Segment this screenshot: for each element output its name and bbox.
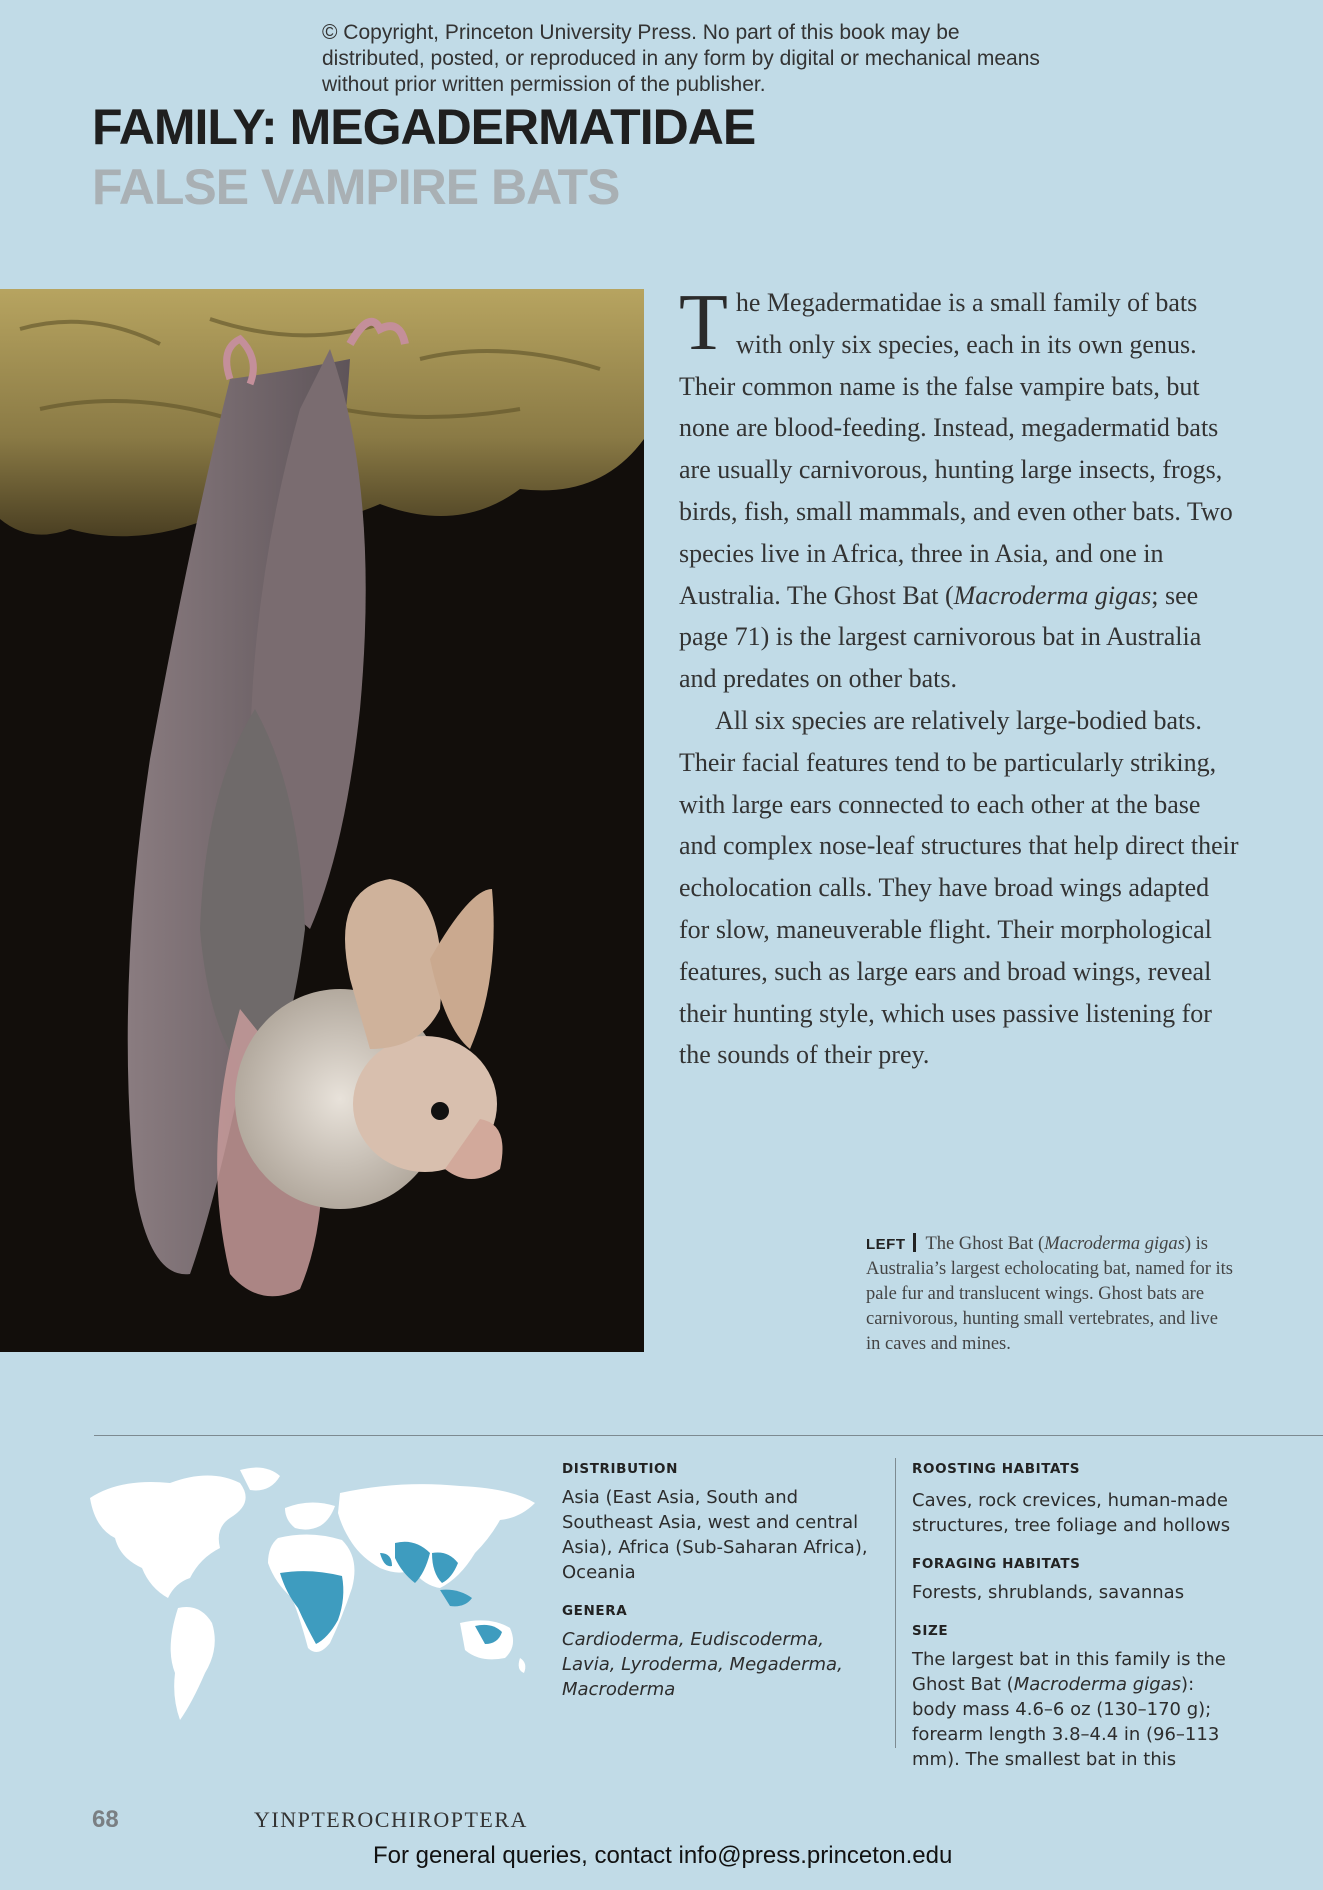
section-divider xyxy=(94,1435,1323,1436)
running-head: YINPTEROCHIROPTERA xyxy=(254,1807,528,1832)
family-title: FAMILY: MEGADERMATIDAE xyxy=(92,99,756,155)
size-species: Macroderma gigas xyxy=(1013,1674,1182,1695)
intro-species-name: Macroderma gigas xyxy=(953,580,1152,610)
intro-text xyxy=(679,279,1239,1076)
distribution-label: DISTRIBUTION xyxy=(562,1461,679,1477)
caption-text-start: The Ghost Bat ( xyxy=(925,1234,1045,1254)
intro-p1-start: he Megadermatidae is a small family of bats with only six species, each in its own genus. Their common name is the false vampire bats, but none are blood-feeding. Instead, megadermatid bats are usually carnivorous, hunting large insects, frogs, birds, fish, small mammals, and even other bats. Two species live in Africa, three in Asia, and one in Australia. The Ghost Bat ( xyxy=(679,288,1233,610)
footer-contact: For general queries, contact info@press.princeton.edu xyxy=(373,1842,953,1869)
copyright-notice: © Copyright, Princeton University Press. No part of this book may be distributed, posted, or reproduced in any form by digital or mechanical means without prior written permission of the publisher. xyxy=(322,21,1040,96)
roosting-value: Caves, rock crevices, human-made structures, tree foliage and hollows xyxy=(912,1490,1231,1536)
caption-label: LEFT xyxy=(866,1236,906,1253)
intro-paragraph-1 xyxy=(679,279,1239,700)
size-value xyxy=(912,1647,1242,1772)
roosting-label: ROOSTING HABITATS xyxy=(912,1461,1081,1477)
world-distribution-map xyxy=(80,1458,550,1728)
family-subtitle: FALSE VAMPIRE BATS xyxy=(92,159,620,215)
drop-cap: T xyxy=(679,279,728,367)
distribution-value: Asia (East Asia, South and Southeast Asia, west and central Asia), Africa (Sub-Saharan Africa), Oceania xyxy=(562,1487,868,1583)
caption-divider xyxy=(913,1233,916,1252)
facts-column-right xyxy=(912,1457,1242,1772)
column-divider xyxy=(895,1458,896,1748)
bat-photo xyxy=(0,289,644,1352)
caption-text-end: ) is Australia’s largest echolocating bat, named for its pale fur and translucent wings. Ghost bats are carnivorous, hunting small vertebrates, and live in caves and mines. xyxy=(866,1234,1233,1354)
size-label: SIZE xyxy=(912,1623,949,1639)
foraging-value: Forests, shrublands, savannas xyxy=(912,1582,1185,1603)
genera-value: Cardioderma, Eudiscoderma, Lavia, Lyroderma, Megaderma, Macroderma xyxy=(562,1629,843,1700)
size-text-end: ): body mass 4.6–6 oz (130–170 g); forearm length 3.8–4.4 in (96–113 mm). The smallest bat in this xyxy=(912,1674,1220,1770)
photo-caption xyxy=(866,1232,1236,1357)
page-number: 68 xyxy=(92,1806,119,1833)
facts-column-left xyxy=(562,1457,872,1702)
genera-label: GENERA xyxy=(562,1603,628,1619)
intro-p1-end: ; see page 71) is the largest carnivorous bat in Australia and predates on other bats. xyxy=(679,580,1202,694)
intro-paragraph-2: All six species are relatively large-bodied bats. Their facial features tend to be particularly striking, with large ears connected to each other at the base and complex nose-leaf structures that help direct their echolocation calls. They have broad wings adapted for slow, maneuverable flight. Their morphological features, such as large ears and broad wings, reveal their hunting style, which uses passive listening for the sounds of their prey. xyxy=(679,705,1239,1070)
caption-species: Macroderma gigas xyxy=(1044,1234,1185,1254)
foraging-label: FORAGING HABITATS xyxy=(912,1556,1081,1572)
size-text-start: The largest bat in this family is the Ghost Bat ( xyxy=(912,1649,1226,1695)
